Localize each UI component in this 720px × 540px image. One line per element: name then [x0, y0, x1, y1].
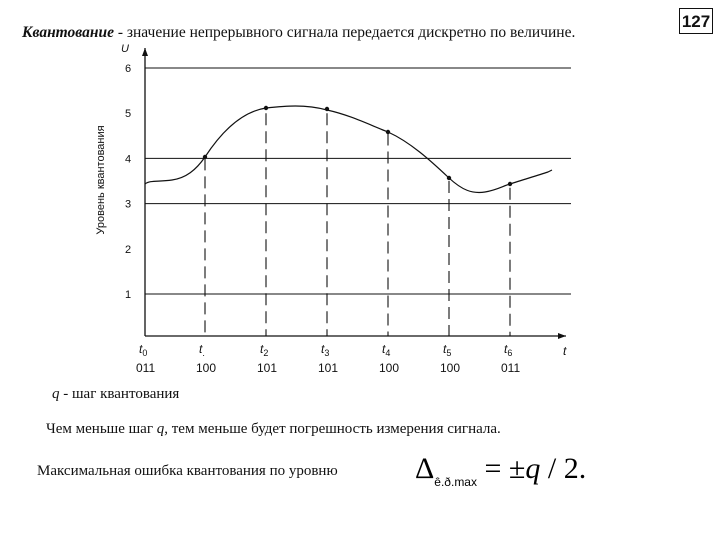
formula-delta: Δ — [415, 452, 435, 485]
title-text: - значение непрерывного сигнала передается дискретно по величине. — [113, 24, 576, 41]
sample-point — [386, 130, 390, 134]
formula-q: q — [525, 452, 541, 485]
level-label: 3 — [125, 198, 132, 211]
formula-half: / 2. — [540, 452, 587, 485]
title-term: Квантование — [22, 24, 114, 41]
sample-point — [447, 176, 451, 180]
max-error-formula — [415, 452, 587, 489]
time-label: $t_6$ — [504, 342, 513, 358]
sample-point — [264, 106, 268, 110]
binary-code: 011 — [136, 361, 156, 375]
sentence-after: , тем меньше будет погрешность измерения сигнала. — [164, 421, 501, 437]
formula-equals: = ± — [476, 452, 526, 485]
accuracy-sentence — [46, 421, 501, 438]
level-label: 4 — [125, 153, 132, 166]
binary-code: 100 — [379, 361, 400, 375]
binary-code: 101 — [257, 361, 278, 375]
y-axis-arrow — [142, 48, 148, 56]
time-label: $t_2$ — [260, 342, 269, 358]
binary-code: 100 — [196, 361, 217, 375]
level-label: 5 — [125, 108, 132, 121]
x-axis-arrow — [558, 333, 566, 339]
time-label: $t_0$ — [139, 342, 148, 358]
time-label: $t_5$ — [443, 342, 452, 358]
binary-code: 101 — [318, 361, 339, 375]
page-number: 127 — [679, 8, 713, 34]
y-axis-letter: U — [121, 43, 129, 55]
sample-point — [203, 155, 207, 159]
sentence-symbol: q — [156, 421, 165, 437]
level-label: 6 — [125, 63, 132, 75]
y-axis-title: Уровень квантования — [95, 125, 107, 235]
time-label: $t_4$ — [382, 342, 391, 358]
signal-curve — [145, 106, 552, 192]
level-label: 2 — [125, 243, 132, 256]
level-label: 1 — [125, 289, 132, 301]
step-note — [52, 386, 179, 403]
binary-code: 011 — [501, 361, 521, 375]
sentence-before: Чем меньше шаг — [46, 421, 157, 437]
step-text: - шаг квантования — [59, 386, 180, 402]
binary-code: 100 — [440, 361, 461, 375]
sample-point — [325, 107, 329, 111]
sample-point — [508, 182, 512, 186]
time-label: $t_.$ — [199, 342, 205, 358]
x-axis-letter: t — [563, 344, 567, 358]
step-symbol: q — [52, 386, 60, 402]
time-label: $t_3$ — [321, 342, 330, 358]
max-error-text: Максимальная ошибка квантования по уровню — [37, 463, 338, 479]
formula-subscript: ê.ð.max — [434, 475, 477, 489]
